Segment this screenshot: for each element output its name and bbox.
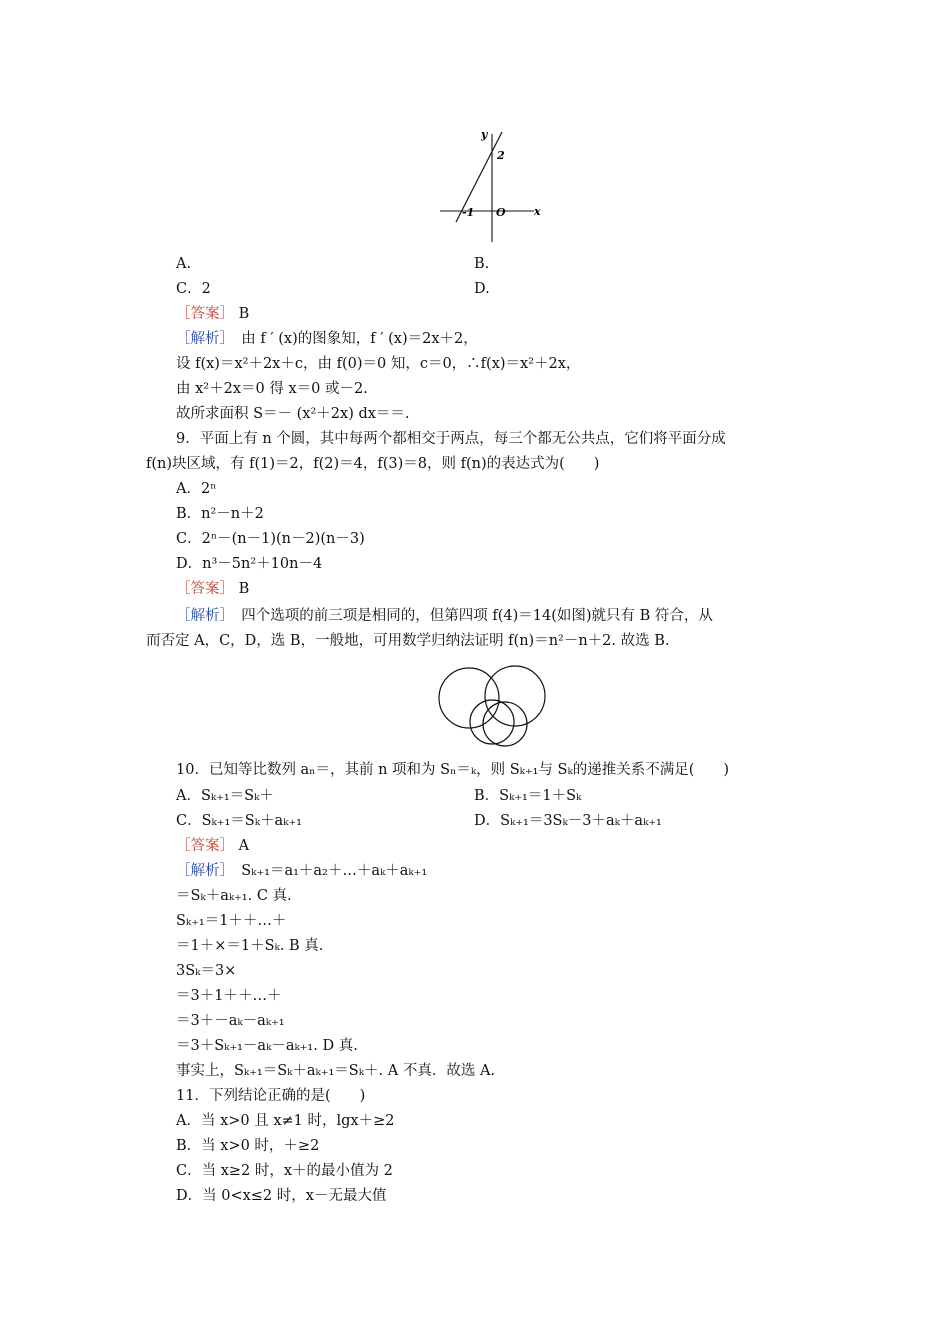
origin-label: O: [496, 206, 506, 219]
q8-analysis-1: [176, 329, 478, 349]
q11-option-d: D．当 0<x≤2 时，x－无最大值: [176, 1188, 387, 1204]
q10-analysis-9: 事实上，Sₖ₊₁＝Sₖ＋aₖ₊₁＝Sₖ＋. A 不真．故选 A.: [176, 1063, 496, 1079]
q10-analysis-4: ＝1＋×＝1＋Sₖ. B 真.: [176, 938, 324, 954]
q11-option-a: A．当 x>0 且 x≠1 时，lgx＋≥2: [176, 1113, 395, 1129]
answer-tag: ［答案］: [176, 581, 234, 597]
q9-analysis-1: [176, 606, 713, 626]
q9-option-a: A．2ⁿ: [176, 481, 217, 497]
q11-stem: 11．下列结论正确的是( ): [176, 1088, 366, 1104]
analysis-tag: ［解析］: [176, 863, 227, 879]
q10-analysis-3: Sₖ₊₁＝1＋＋…＋: [176, 913, 287, 929]
q10-stem: 10．已知等比数列 aₙ＝，其前 n 项和为 Sₙ＝ₖ，则 Sₖ₊₁与 Sₖ的递推关系不满足( ): [176, 762, 730, 778]
q9-stem-2: f(n)块区域，有 f(1)＝2，f(2)＝4，f(3)＝8，则 f(n)的表达式为( ): [146, 456, 600, 472]
y-intercept-label: 2: [497, 149, 505, 162]
q8-analysis-2: 设 f(x)＝x²＋2x＋c，由 f(0)＝0 知，c＝0，∴f(x)＝x²＋2x，: [176, 356, 581, 372]
answer-value: B: [238, 306, 250, 322]
circle-2: [485, 666, 545, 726]
q10-option-a: A．Sₖ₊₁＝Sₖ＋: [176, 788, 274, 804]
q10-option-c: C．Sₖ₊₁＝Sₖ＋aₖ₊₁: [176, 813, 302, 829]
q8-option-a: A.: [176, 256, 192, 272]
answer-tag: ［答案］: [176, 306, 234, 322]
analysis-text: 由 f ′ (x)的图象知，f ′ (x)＝2x＋2，: [241, 331, 478, 347]
q8-analysis-4: 故所求面积 S＝－ (x²＋2x) dx＝＝.: [176, 406, 410, 422]
analysis-text: 四个选项的前三项是相同的，但第四项 f(4)＝14(如图)就只有 B 符合，从: [241, 608, 713, 624]
q9-option-b: B．n²－n＋2: [176, 506, 264, 522]
q9-option-c: C．2ⁿ－(n－1)(n－2)(n－3): [176, 531, 365, 547]
derivative-graph: [436, 126, 548, 246]
circle-1: [439, 668, 499, 728]
q8-analysis-3: 由 x²＋2x＝0 得 x＝0 或－2.: [176, 381, 368, 397]
q10-option-d: D．Sₖ₊₁＝3Sₖ－3＋aₖ＋aₖ₊₁: [474, 813, 662, 829]
q10-analysis-7: ＝3＋－aₖ－aₖ₊₁: [176, 1013, 285, 1029]
q10-analysis-2: ＝Sₖ＋aₖ₊₁. C 真.: [176, 888, 292, 904]
q11-option-c: C．当 x≥2 时，x＋的最小值为 2: [176, 1163, 393, 1179]
q9-option-d: D．n³－5n²＋10n－4: [176, 556, 323, 572]
q9-stem-1: 9．平面上有 n 个圆，其中每两个都相交于两点，每三个都无公共点，它们将平面分成: [176, 431, 726, 447]
q8-option-d: D.: [474, 281, 490, 297]
x-intercept-label: -1: [462, 206, 475, 219]
q9-analysis-2: 而否定 A，C，D，选 B，一般地，可用数学归纳法证明 f(n)＝n²－n＋2. 故选 B.: [146, 633, 670, 649]
analysis-tag: ［解析］: [176, 331, 227, 347]
q10-analysis-8: ＝3＋Sₖ₊₁－aₖ－aₖ₊₁. D 真.: [176, 1038, 358, 1054]
q11-option-b: B．当 x>0 时，＋≥2: [176, 1138, 320, 1154]
answer-value: A: [238, 838, 250, 854]
q10-analysis-6: ＝3＋1＋＋…＋: [176, 988, 282, 1004]
q8-answer: [176, 304, 249, 324]
x-axis-label: x: [534, 205, 541, 218]
y-axis-label: y: [481, 128, 488, 141]
analysis-text: Sₖ₊₁＝a₁＋a₂＋…＋aₖ＋aₖ₊₁: [241, 863, 428, 879]
answer-value: B: [238, 581, 250, 597]
four-circles-figure: [434, 660, 550, 752]
q9-answer: [176, 579, 249, 599]
q10-analysis-5: 3Sₖ＝3×: [176, 963, 237, 979]
q10-answer: [176, 836, 249, 856]
q10-analysis-1: [176, 861, 427, 881]
q8-option-c: C．2: [176, 281, 211, 297]
q10-option-b: B．Sₖ₊₁＝1＋Sₖ: [474, 788, 582, 804]
analysis-tag: ［解析］: [176, 608, 227, 624]
answer-tag: ［答案］: [176, 838, 234, 854]
q8-option-b: B.: [474, 256, 490, 272]
